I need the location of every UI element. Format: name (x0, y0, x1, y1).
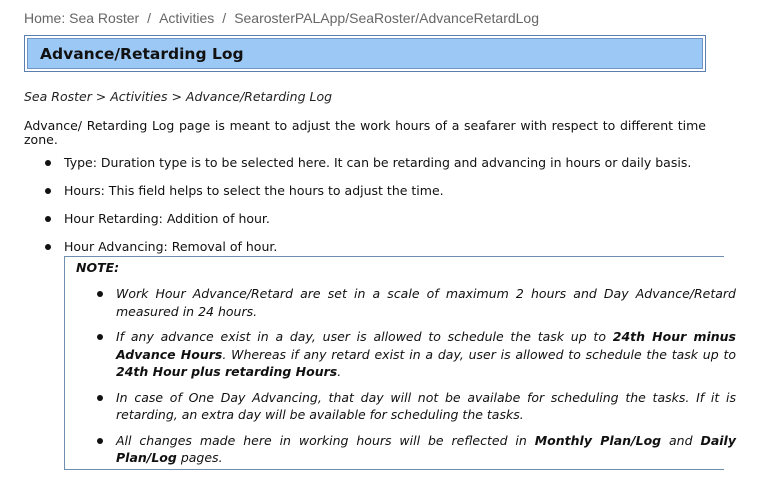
list-item: Hours: This field helps to select the hours to adjust the time. (24, 183, 706, 211)
breadcrumb-current-path: SearosterPALApp/SeaRoster/AdvanceRetardLog (234, 10, 540, 26)
page-title: Advance/Retarding Log (27, 38, 703, 69)
note-title: NOTE: (76, 260, 120, 275)
breadcrumb-separator: / (222, 10, 227, 26)
list-item: Hour Retarding: Addition of hour. (24, 211, 706, 239)
intro-paragraph: Advance/ Retarding Log page is meant to adjust the work hours of a seafarer with respect to different time zone. (24, 118, 706, 147)
bullet-icon (97, 395, 103, 401)
bullet-icon (97, 334, 103, 340)
breadcrumb-separator: / (147, 10, 152, 26)
note-list (65, 285, 765, 475)
note-item: If any advance exist in a day, user is allowed to schedule the task up to 24th Hour minus Advance Hours. Whereas if any retard exist in a day, user is allowed to schedule the task up to 24th Hour plus retarding Hours. (65, 328, 736, 381)
navigation-path: Sea Roster > Activities > Advance/Retarding Log (24, 89, 333, 104)
bullet-icon (97, 438, 103, 444)
breadcrumb-home-link[interactable]: Home: Sea Roster (24, 10, 140, 26)
list-item: Hour Advancing: Removal of hour. (24, 239, 706, 267)
list-item: Type: Duration type is to be selected here. It can be retarding and advancing in hours or daily basis. (24, 155, 706, 183)
note-item: In case of One Day Advancing, that day will not be availabe for scheduling the tasks. If it is retarding, an extra day will be available for scheduling the tasks. (65, 389, 736, 424)
bullet-icon (97, 291, 103, 297)
note-item: All changes made here in working hours will be reflected in Monthly Plan/Log and Daily Plan/Log pages. (65, 432, 736, 467)
note-box (64, 256, 736, 470)
note-item: Work Hour Advance/Retard are set in a scale of maximum 2 hours and Day Advance/Retard measured in 24 hours. (65, 285, 736, 320)
breadcrumb-activities-link[interactable]: Activities (159, 10, 215, 26)
